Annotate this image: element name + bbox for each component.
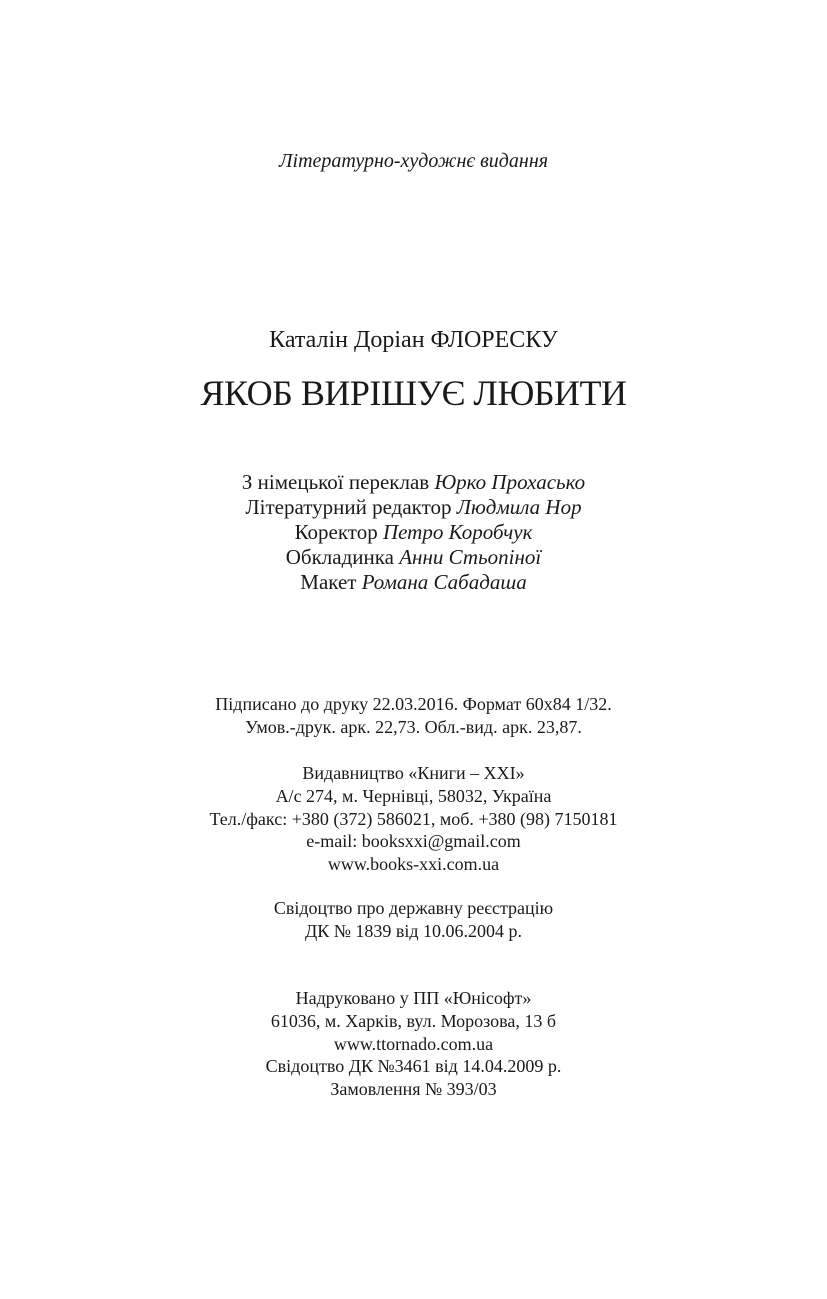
edition-type: Літературно-художнє видання (278, 150, 549, 172)
registration-line: Свідоцтво про державну реєстрацію (273, 898, 554, 918)
printer-certificate: Свідоцтво ДК №3461 від 14.04.2009 р. (265, 1056, 562, 1077)
credit-cover (0, 545, 827, 570)
credit-role: З німецької переклав (241, 470, 430, 494)
credit-role: Коректор (294, 520, 378, 544)
publisher-website: www.books-xxi.com.ua (327, 854, 500, 875)
printer-name: Надруковано у ПП «Юнісофт» (295, 988, 532, 1008)
printer-website: www.ttornado.com.ua (333, 1033, 494, 1054)
credit-layout (0, 570, 827, 595)
publisher-phone: Тел./факс: +380 (372) 586021, моб. +380 (98) 7150181 (209, 808, 618, 829)
printer-info (0, 987, 827, 1101)
credit-person: Петро Коробчук (382, 520, 533, 544)
print-specifications (0, 693, 827, 739)
credit-translator (0, 470, 827, 495)
credit-person: Людмила Нор (456, 495, 582, 519)
credit-proofreader (0, 520, 827, 545)
credit-person: Романа Сабадаша (361, 570, 527, 594)
publisher-info (0, 762, 827, 876)
credit-role: Літературний редактор (245, 495, 452, 519)
author-name: Каталін Доріан ФЛОРЕСКУ (269, 327, 558, 353)
credit-literary-editor (0, 495, 827, 520)
print-spec-line: Підписано до друку 22.03.2016. Формат 60x84 1/32. (215, 694, 612, 714)
publisher-address: А/с 274, м. Чернівці, 58032, Україна (275, 785, 552, 806)
publisher-name: Видавництво «Книги – ХХІ» (302, 763, 525, 783)
registration-line: ДК № 1839 від 10.06.2004 р. (304, 920, 523, 941)
credit-role: Макет (300, 570, 357, 594)
credit-role: Обкладинка (285, 545, 394, 569)
printer-address: 61036, м. Харків, вул. Морозова, 13 б (270, 1010, 557, 1031)
credit-person: Анни Стьопіної (399, 545, 542, 569)
book-title: ЯКОБ ВИРІШУЄ ЛЮБИТИ (200, 373, 627, 413)
registration-info (0, 897, 827, 943)
credits-block (0, 470, 827, 595)
credit-person: Юрко Прохасько (434, 470, 586, 494)
printer-order: Замовлення № 393/03 (330, 1079, 497, 1100)
publisher-email: e-mail: booksxxi@gmail.com (306, 831, 521, 852)
print-spec-line: Умов.-друк. арк. 22,73. Обл.-вид. арк. 23,87. (245, 716, 582, 737)
